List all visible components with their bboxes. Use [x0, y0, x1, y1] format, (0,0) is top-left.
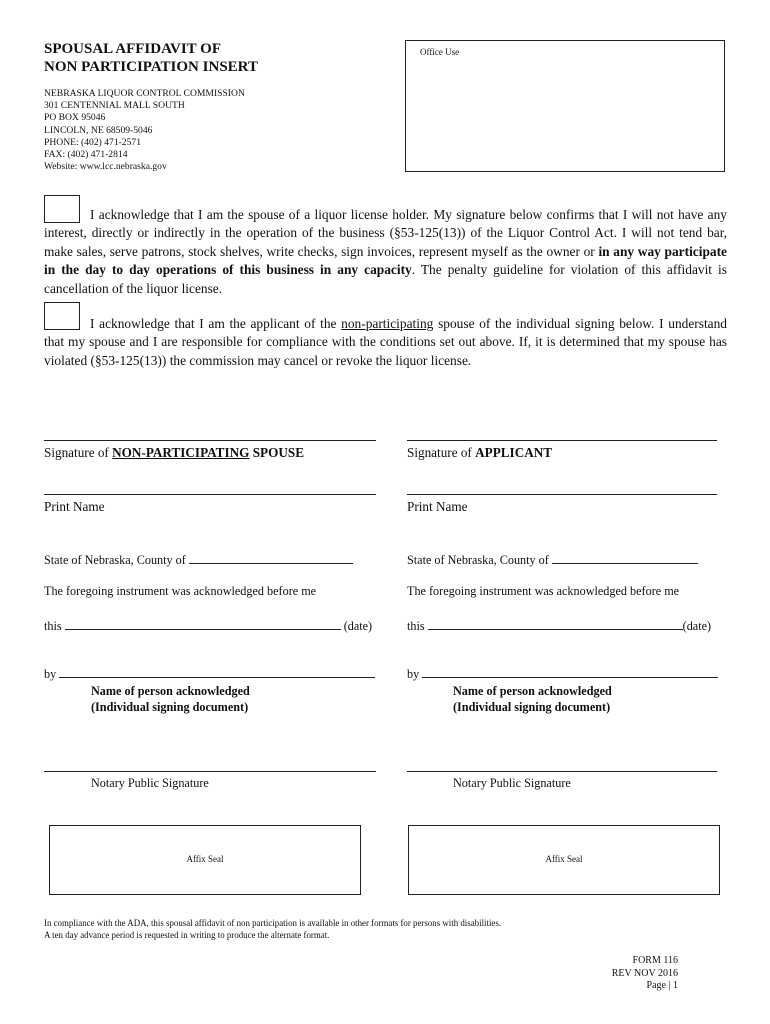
form-revision-info — [612, 955, 678, 993]
affix-seal-label: Affix Seal — [186, 854, 224, 864]
address-line: PO BOX 95046 — [44, 112, 106, 124]
applicant-county-field[interactable] — [552, 551, 698, 564]
spouse-foregoing-text: The foregoing instrument was acknowledged before me — [44, 584, 317, 598]
page-number: Page | 1 — [646, 980, 678, 991]
spouse-state-county: State of Nebraska, County of — [44, 551, 353, 568]
spouse-county-field[interactable] — [189, 551, 353, 564]
ada-notice: In compliance with the ADA, this spousal affidavit of non participation is available in other formats for persons with disabilities. A ten day advance period is requested in writing to produce the alternate format. — [44, 918, 502, 940]
address-line: LINCOLN, NE 68509-5046 — [44, 124, 153, 136]
spouse-notary-label: Notary Public Signature — [91, 776, 209, 790]
spouse-signature-line[interactable] — [44, 440, 376, 441]
commission-address — [44, 88, 245, 173]
revision-date: REV NOV 2016 — [611, 967, 678, 979]
applicant-signature-line[interactable] — [407, 440, 717, 441]
applicant-by-row: by — [407, 665, 718, 682]
spouse-notary-signature-line[interactable] — [44, 771, 376, 772]
address-line: 301 CENTENNIAL MALL SOUTH — [44, 100, 185, 112]
applicant-date-field[interactable] — [428, 617, 683, 630]
office-use-label: Office Use — [420, 47, 460, 57]
spouse-acknowledged-caption: Name of person acknowledged (Individual signing document) — [91, 684, 250, 714]
applicant-notary-label: Notary Public Signature — [453, 776, 571, 790]
applicant-state-county: State of Nebraska, County of — [407, 551, 698, 568]
document-title — [44, 40, 258, 76]
spouse-date-field[interactable] — [65, 617, 341, 630]
title-line-2: NON PARTICIPATION INSERT — [44, 59, 258, 75]
title-line-1: SPOUSAL AFFIDAVIT OF — [44, 41, 221, 57]
spouse-print-name-label: Print Name — [44, 499, 105, 514]
spouse-by-row: by — [44, 665, 375, 682]
applicant-signature-label: Signature of APPLICANT — [407, 445, 553, 460]
address-line: PHONE: (402) 471-2571 — [44, 136, 141, 148]
address-line: NEBRASKA LIQUOR CONTROL COMMISSION — [44, 88, 245, 99]
applicant-date-row: this (date) — [407, 619, 712, 633]
spouse-signature-label: Signature of NON-PARTICIPATING SPOUSE — [44, 445, 305, 460]
form-number: FORM 116 — [632, 955, 678, 966]
address-line: FAX: (402) 471-2814 — [44, 149, 128, 161]
applicant-foregoing-text: The foregoing instrument was acknowledged before me — [407, 584, 680, 598]
spouse-notary-seal-box — [49, 825, 361, 895]
spouse-acknowledgement-paragraph: I acknowledge that I am the spouse of a liquor license holder. My signature below confirms that I will not have any interest, directly or indirectly in the operation of the business (§53-125(13)) of the Liquor Control Act. I will not tend bar, make sales, serve patrons, stock shelves, write checks, sign invoices, represent myself as the owner or in any way participate in the day to day operations of this business in any capacity. The penalty guideline for violation of this affidavit is cancellation of the liquor license. — [44, 207, 727, 296]
spouse-date-row: this (date) — [44, 619, 373, 633]
applicant-print-name-label: Print Name — [407, 499, 468, 514]
applicant-notary-signature-line[interactable] — [407, 771, 717, 772]
spouse-print-name-line[interactable] — [44, 494, 376, 495]
office-use-box — [405, 40, 725, 172]
applicant-notary-seal-box — [408, 825, 720, 895]
address-line: Website: www.lcc.nebraska.gov — [44, 161, 167, 173]
affix-seal-label: Affix Seal — [545, 854, 583, 864]
applicant-acknowledged-caption: Name of person acknowledged (Individual signing document) — [453, 684, 612, 714]
applicant-acknowledged-name-field[interactable] — [422, 665, 718, 678]
applicant-print-name-line[interactable] — [407, 494, 717, 495]
spouse-acknowledged-name-field[interactable] — [59, 665, 375, 678]
applicant-acknowledgement-paragraph: I acknowledge that I am the applicant of the non-participating spouse of the individual signing below. I understand that my spouse and I are responsible for compliance with the conditions set out above. If, it is determined that my spouse has violated (§53-125(13)) the commission may cancel or revoke the liquor license. — [44, 316, 727, 368]
